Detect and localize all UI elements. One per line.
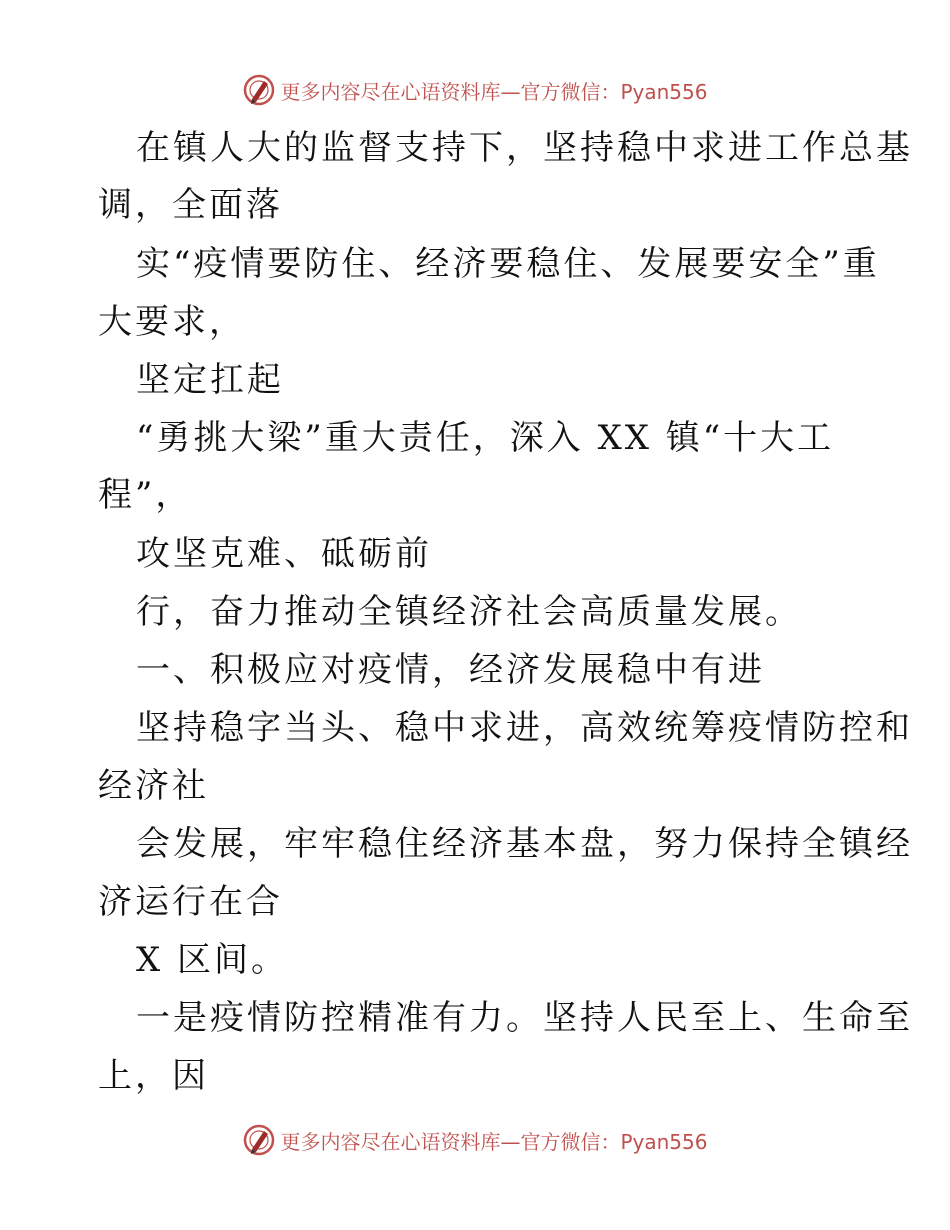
- text-line: 调，全面落: [98, 185, 283, 225]
- section-heading: 一、积极应对疫情，经济发展稳中有进: [136, 650, 765, 690]
- pen-logo-icon: [242, 73, 276, 107]
- banner-text: 更多内容尽在心语资料库—官方微信：Pyan556: [280, 1129, 708, 1154]
- footer-banner: [0, 1120, 950, 1160]
- text-line: 会发展，牢牢稳住经济基本盘，努力保持全镇经: [136, 824, 913, 864]
- text-line: 大要求，: [98, 302, 246, 342]
- text-line: 行，奋力推动全镇经济社会高质量发展。: [136, 592, 802, 632]
- text-line: 在镇人大的监督支持下，坚持稳中求进工作总基: [136, 128, 913, 168]
- text-line: 坚定扛起: [136, 360, 284, 400]
- text-line: 济运行在合: [98, 882, 283, 922]
- text-line: “勇挑大梁”重大责任，深入 XX 镇“十大工: [136, 418, 835, 458]
- text-line: 上，因: [98, 1056, 209, 1096]
- pen-logo-icon: [242, 1123, 276, 1157]
- text-line: 程”，: [98, 475, 193, 515]
- text-line: 一是疫情防控精准有力。坚持人民至上、生命至: [136, 998, 913, 1038]
- text-line: 攻坚克难、砥砺前: [136, 534, 432, 574]
- text-line: 坚持稳字当头、稳中求进，高效统筹疫情防控和: [136, 708, 913, 748]
- text-line: 实“疫情要防住、经济要稳住、发展要安全”重: [136, 244, 880, 284]
- text-line: X 区间。: [136, 940, 289, 980]
- banner-text: 更多内容尽在心语资料库—官方微信：Pyan556: [280, 79, 708, 104]
- header-banner: [0, 70, 950, 110]
- text-line: 经济社: [98, 766, 209, 806]
